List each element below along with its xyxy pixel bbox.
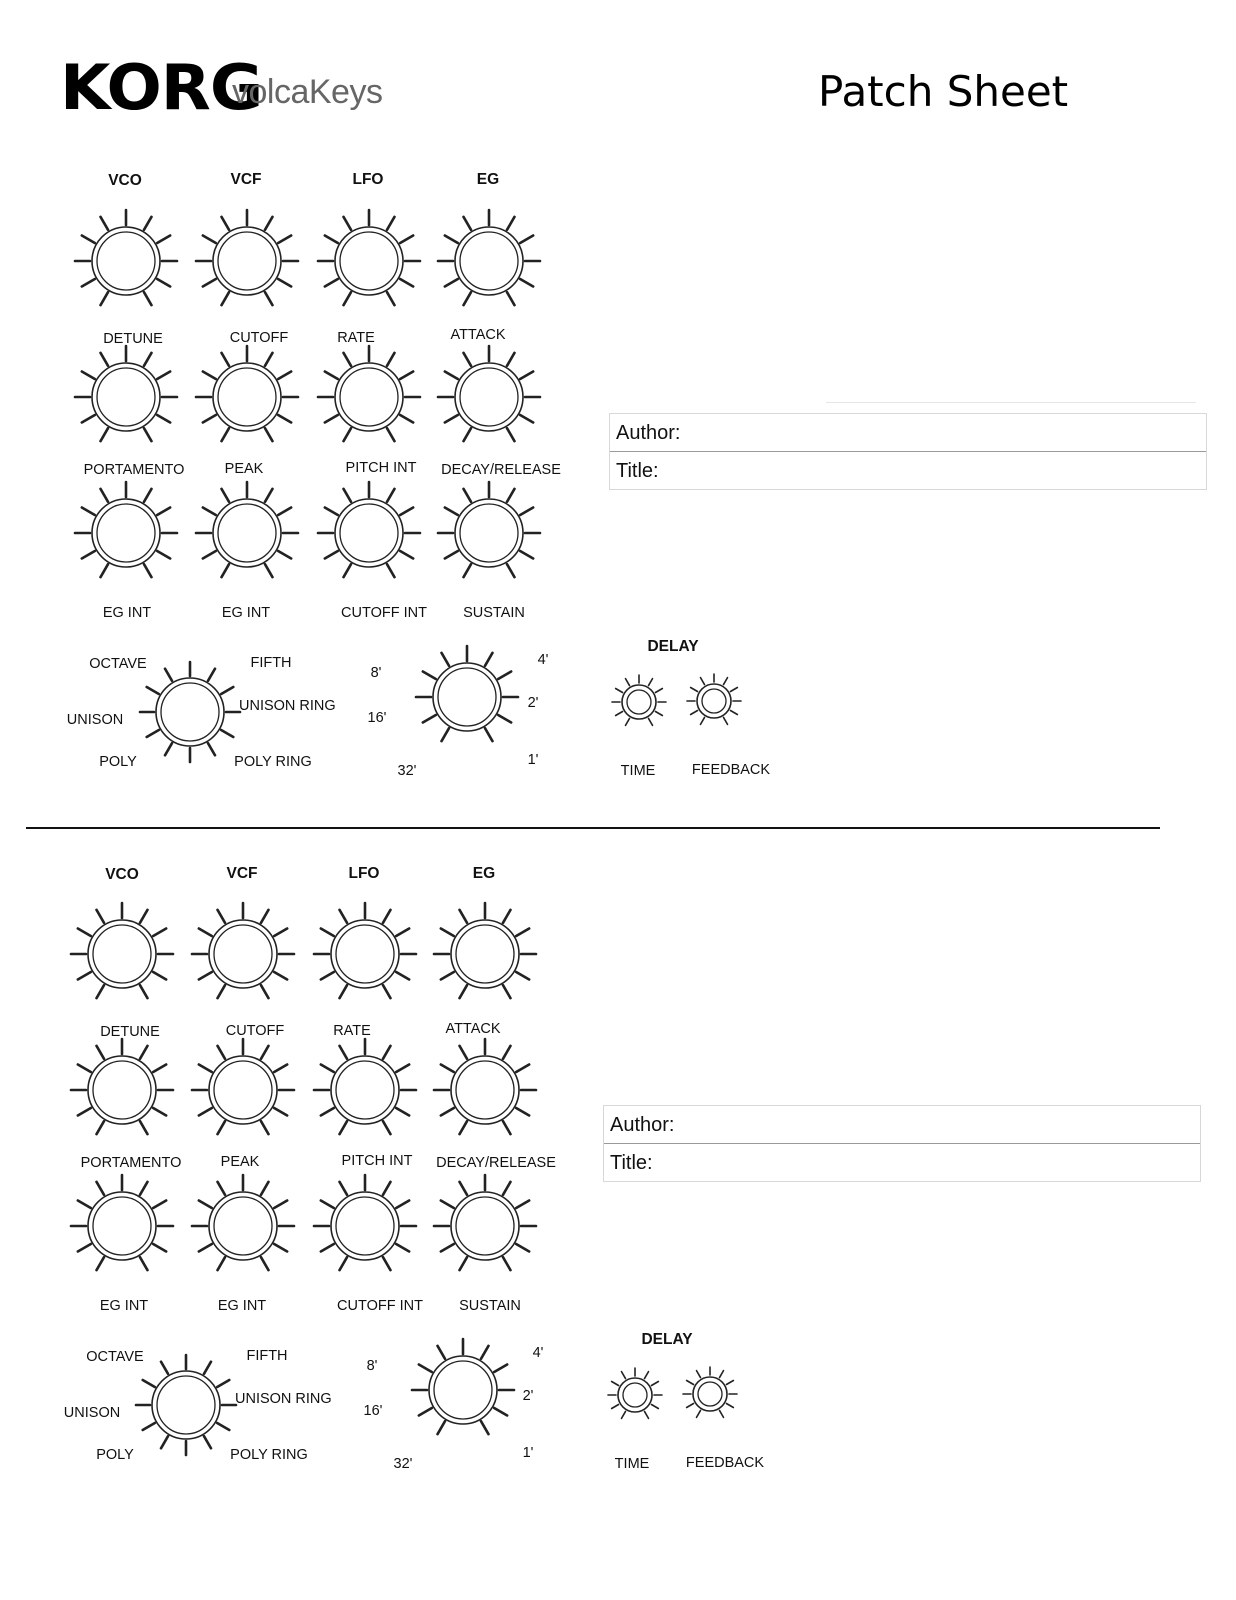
label-delay-feedback: FEEDBACK [685,1455,765,1471]
rate-knob[interactable] [314,903,416,998]
label-portamento: PORTAMENTO [83,462,185,478]
label-delay-time: TIME [620,763,656,779]
author-field[interactable] [610,414,1206,451]
label-4ft: 4' [537,652,549,668]
label-octave: OCTAVE [89,656,147,672]
label-peak: PEAK [220,1154,260,1170]
title-label: Title: [610,1152,653,1174]
label-poly: POLY [99,754,137,770]
voice-selector-knob[interactable] [136,1355,236,1455]
vcf-eg-int-knob[interactable] [196,482,298,577]
brand-model: volcaKeys [232,73,383,111]
label-1ft: 1' [522,1445,534,1461]
header-delay: DELAY [641,1331,693,1348]
header-vco: VCO [105,866,139,883]
label-2ft: 2' [527,695,539,711]
label-pitch-int: PITCH INT [341,1153,413,1169]
label-cutoff: CUTOFF [225,1023,285,1039]
decay-release-knob[interactable] [438,346,540,441]
label-1ft: 1' [527,752,539,768]
vco-eg-int-knob[interactable] [75,482,177,577]
detune-knob[interactable] [75,210,177,305]
patch-info-box [603,1105,1201,1182]
label-octave: OCTAVE [86,1349,144,1365]
label-8ft: 8' [366,1358,378,1374]
label-4ft: 4' [532,1345,544,1361]
vcf-eg-int-knob[interactable] [192,1175,294,1270]
label-attack: ATTACK [450,327,506,343]
header-vcf: VCF [230,171,262,188]
author-field[interactable] [604,1106,1200,1143]
delay-feedback-knob[interactable] [683,1367,737,1417]
header-eg: EG [472,865,496,882]
label-decay-release: DECAY/RELEASE [436,1155,556,1171]
label-portamento: PORTAMENTO [80,1155,182,1171]
patch-panel-1 [0,0,1236,779]
detune-knob[interactable] [71,903,173,998]
pitch-int-knob[interactable] [314,1039,416,1134]
delay-time-knob[interactable] [608,1368,662,1418]
portamento-knob[interactable] [71,1039,173,1134]
label-vco-eg-int: EG INT [102,605,152,621]
label-poly: POLY [96,1447,134,1463]
label-cutoff-int: CUTOFF INT [341,605,427,621]
vco-eg-int-knob[interactable] [71,1175,173,1270]
sustain-knob[interactable] [434,1175,536,1270]
label-32ft: 32' [397,763,417,779]
label-vcf-eg-int: EG INT [217,1298,267,1314]
label-sustain: SUSTAIN [459,1298,521,1314]
author-label: Author: [616,422,681,444]
page-title: Patch Sheet [818,67,1069,116]
label-unison: UNISON [63,1405,121,1421]
label-16ft: 16' [363,1403,383,1419]
header-vcf: VCF [226,865,258,882]
label-unison-ring: UNISON RING [235,1391,332,1407]
label-pitch-int: PITCH INT [345,460,417,476]
header-lfo: LFO [352,171,384,188]
header-delay: DELAY [647,638,699,655]
patch-panel-2 [0,690,1236,1472]
label-attack: ATTACK [445,1021,501,1037]
pitch-int-knob[interactable] [318,346,420,441]
cutoff-int-knob[interactable] [314,1175,416,1270]
title-label: Title: [616,460,659,482]
label-8ft: 8' [370,665,382,681]
header-eg: EG [476,171,500,188]
header-vco: VCO [108,172,142,189]
title-field[interactable] [610,451,1206,489]
title-field[interactable] [604,1143,1200,1181]
label-peak: PEAK [224,461,264,477]
author-label: Author: [610,1114,675,1136]
rate-knob[interactable] [318,210,420,305]
label-unison: UNISON [66,712,124,728]
label-vcf-eg-int: EG INT [221,605,271,621]
attack-knob[interactable] [434,903,536,998]
label-delay-time: TIME [614,1456,650,1472]
label-detune: DETUNE [103,331,163,347]
label-cutoff-int: CUTOFF INT [337,1298,423,1314]
label-rate: RATE [337,330,375,346]
label-vco-eg-int: EG INT [99,1298,149,1314]
label-poly-ring: POLY RING [234,754,312,770]
label-poly-ring: POLY RING [230,1447,308,1463]
patch-info-box [609,413,1207,490]
sustain-knob[interactable] [438,482,540,577]
knob-graphics [0,690,1236,1490]
octave-selector-knob[interactable] [412,1339,514,1434]
attack-knob[interactable] [438,210,540,305]
label-unison-ring: UNISON RING [239,698,336,714]
label-fifth: FIFTH [250,655,292,671]
cutoff-int-knob[interactable] [318,482,420,577]
peak-knob[interactable] [192,1039,294,1134]
label-delay-feedback: FEEDBACK [691,762,771,778]
label-decay-release: DECAY/RELEASE [441,462,561,478]
faint-rule [826,402,1196,403]
decay-release-knob[interactable] [434,1039,536,1134]
label-2ft: 2' [522,1388,534,1404]
label-rate: RATE [333,1023,371,1039]
label-fifth: FIFTH [246,1348,288,1364]
portamento-knob[interactable] [75,346,177,441]
header-lfo: LFO [348,865,380,882]
cutoff-knob[interactable] [192,903,294,998]
label-cutoff: CUTOFF [229,330,289,346]
brand-maker: KORG [60,51,263,124]
label-sustain: SUSTAIN [463,605,525,621]
label-16ft: 16' [367,710,387,726]
cutoff-knob[interactable] [196,210,298,305]
peak-knob[interactable] [196,346,298,441]
label-32ft: 32' [393,1456,413,1472]
label-detune: DETUNE [100,1024,160,1040]
